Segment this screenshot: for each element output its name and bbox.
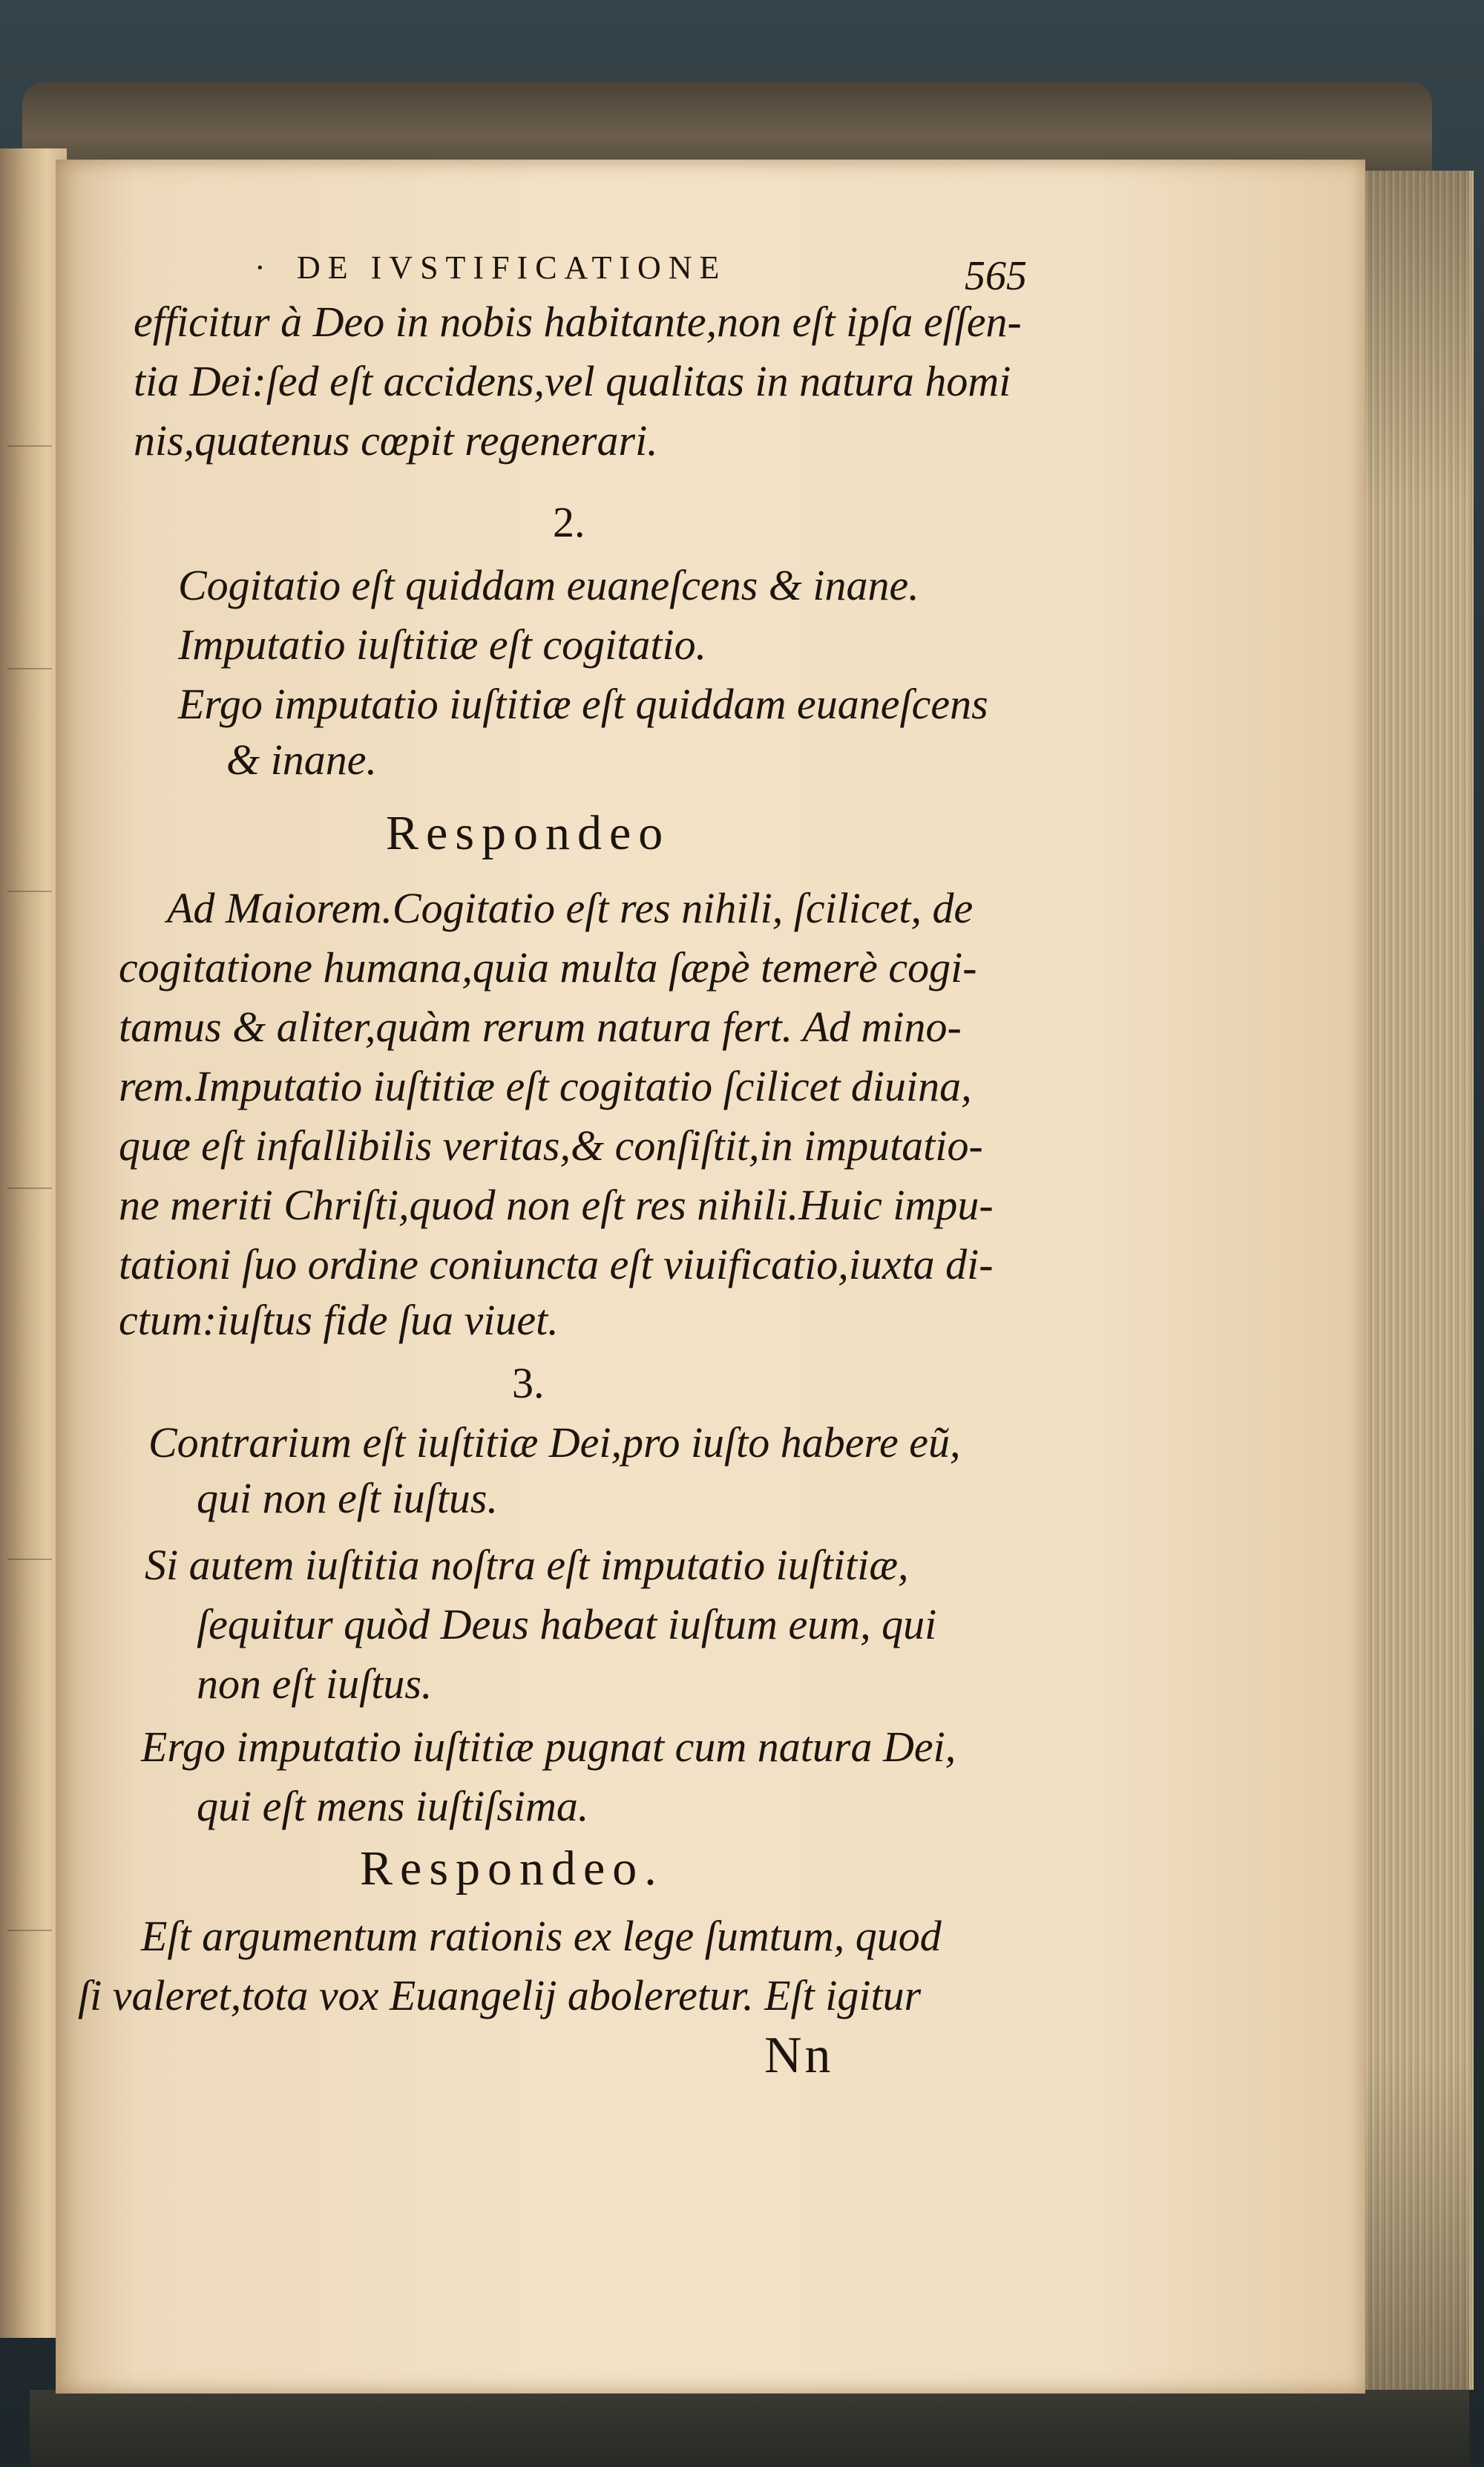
text-line: efficitur à Deo in nobis habitante,non eſt ipſa eſſen- <box>134 298 1022 346</box>
book-cover-bottom <box>30 2390 1469 2467</box>
text-line: Imputatio iuſtitiæ eſt cogitatio. <box>178 620 707 669</box>
text-line: tationi ſuo ordine coniuncta eſt viuificatio,iuxta di- <box>119 1240 994 1288</box>
text-line: rem.Imputatio iuſtitiæ eſt cogitatio ſcilicet diuina, <box>119 1062 972 1110</box>
text-line: Ergo imputatio iuſtitiæ pugnat cum natura Dei, <box>141 1723 956 1771</box>
text-line: non eſt iuſtus. <box>197 1660 433 1708</box>
text-line: tamus & aliter,quàm rerum natura fert. Ad mino- <box>119 1003 962 1051</box>
text-line: nis,quatenus cœpit regenerari. <box>134 416 658 465</box>
argument-number: 2. <box>553 498 585 546</box>
text-line: qui non eſt iuſtus. <box>197 1474 498 1522</box>
text-line: Ad Maiorem.Cogitatio eſt res nihili, ſcilicet, de <box>167 884 974 932</box>
text-line: cogitatione humana,quia multa ſæpè temerè cogi- <box>119 943 977 992</box>
text-line: Contrarium eſt iuſtitiæ Dei,pro iuſto habere eũ, <box>148 1418 961 1467</box>
text-line: Cogitatio eſt quiddam euaneſcens & inane. <box>178 561 919 609</box>
text-line: Ergo imputatio iuſtitiæ eſt quiddam euaneſcens <box>178 680 988 728</box>
text-line: qui eſt mens iuſtiſsima. <box>197 1782 589 1830</box>
text-line: Si autem iuſtitia noſtra eſt imputatio iuſtitiæ, <box>145 1541 909 1589</box>
page-number: 565 <box>965 253 1027 299</box>
text-line: quæ eſt infallibilis veritas,& conſiſtit,in imputatio- <box>119 1121 983 1170</box>
text-line: ne meriti Chriſti,quod non eſt res nihili.Huic impu- <box>119 1181 994 1229</box>
text-line: ſequitur quòd Deus habeat iuſtum eum, qui <box>197 1600 937 1648</box>
book-cover-top <box>22 82 1432 171</box>
section-heading: Respondeo <box>386 806 671 860</box>
signature-mark: Nn <box>764 2027 834 2084</box>
text-line: tia Dei:ſed eſt accidens,vel qualitas in natura homi <box>134 357 1011 405</box>
text-line: ctum:iuſtus fide ſua viuet. <box>119 1296 559 1344</box>
page-edges-shade <box>1358 171 1469 2390</box>
text-line: Eſt argumentum rationis ex lege ſumtum, quod <box>141 1912 942 1960</box>
running-head: DE IVSTIFICATIONE <box>297 249 727 286</box>
section-heading: Respondeo. <box>360 1841 664 1896</box>
text-line: ſi valeret,tota vox Euangelij aboleretur. Eſt igitur <box>78 1971 922 2019</box>
running-head-dot: · <box>255 249 266 286</box>
argument-number: 3. <box>512 1359 545 1407</box>
text-line: & inane. <box>226 735 377 784</box>
